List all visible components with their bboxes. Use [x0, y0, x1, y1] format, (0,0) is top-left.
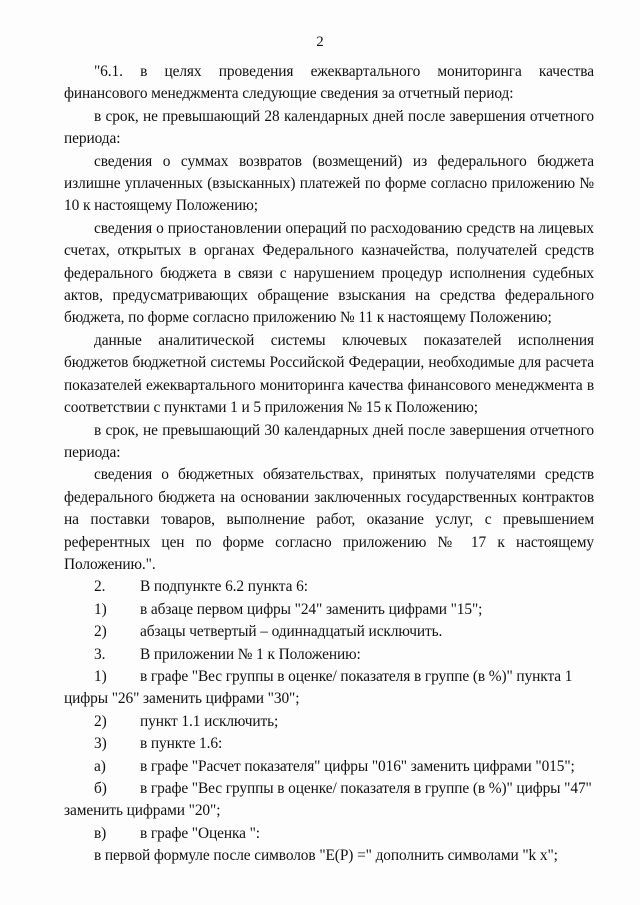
paragraph-deadline-30: в срок, не превышающий 30 календарных дней после завершения отчетного периода:	[64, 421, 594, 461]
item-text-continued: заменить цифрами "20";	[64, 802, 221, 820]
list-item	[64, 621, 594, 643]
paragraph-refunds: сведения о суммах возвратов (возмещений) из федерального бюджета излишне уплаченных (взысканных) платежей по форме согласно приложению № 10 к настоящему Положению;	[64, 152, 594, 215]
paragraph-suspension: сведения о приостановлении операций по расходованию средств на лицевых счетах, открытых в органах Федерального казначейства, получателей средств федерального бюджета в связи с нарушением процедур исполнения судебных актов, предусматривающих обращение взыскания на средства федерального бюджета, по форме согласно приложению № 11 к настоящему Положению;	[64, 219, 594, 327]
item-number: 2)	[94, 623, 107, 641]
page-number: 2	[316, 34, 324, 50]
item-text: пункт 1.1 исключить;	[140, 712, 279, 730]
list-item	[64, 599, 594, 621]
item-text: в графе "Расчет показателя" цифры "016" заменить цифрами "015";	[140, 757, 575, 775]
item-number: 2)	[94, 712, 107, 730]
item-text: абзацы четвертый – одиннадцатый исключить.	[140, 623, 443, 641]
paragraph-6-1: "6.1. в целях проведения ежеквартального мониторинга качества финансового менеджмента следующие сведения за отчетный период:	[64, 63, 594, 103]
list-item	[64, 778, 594, 800]
item-text: В приложении № 1 к Положению:	[140, 645, 361, 663]
item-text: в графе "Вес группы в оценке/ показателя в группе (в %)" пункта 1	[140, 667, 573, 685]
item-number: 1)	[94, 600, 107, 618]
list-item	[64, 733, 594, 755]
item-number: 1)	[94, 667, 107, 685]
item-number: 3)	[94, 735, 107, 753]
paragraph-deadline-28: в срок, не превышающий 28 календарных дней после завершения отчетного периода:	[64, 107, 594, 148]
list-item	[64, 666, 594, 688]
item-number: 2.	[94, 578, 106, 596]
paragraph-analytics: данные аналитической системы ключевых показателей исполнения бюджетов бюджетной системы Российской Федерации, необходимые для расчета показателей ежеквартального мониторинга качества финансового менеджмента в соответствии с пунктами 1 и 5 приложения № 15 к Положению;	[64, 331, 594, 417]
list-item	[64, 644, 594, 666]
list-item	[64, 711, 594, 733]
item-text: В подпункте 6.2 пункта 6:	[140, 578, 308, 596]
item-number: 3.	[94, 645, 106, 663]
list-item	[64, 756, 594, 778]
item-number: в)	[94, 824, 107, 842]
document-body	[64, 61, 594, 868]
list-item	[64, 576, 594, 598]
item-text: в абзаце первом цифры "24" заменить цифрами "15";	[140, 600, 483, 618]
item-number: б)	[94, 780, 107, 797]
paragraph-formula: в первой формуле после символов "E(P) =" дополнить символами "k x";	[94, 847, 558, 865]
item-number: а)	[94, 757, 106, 775]
paragraph-obligations: сведения о бюджетных обязательствах, принятых получателями средств федерального бюджета на основании заключенных государственных контрактов на поставки товаров, выполнение работ, оказание услуг, с превышением референтных цен по форме согласно приложению № 17 к настоящему Положению.".	[64, 466, 594, 573]
item-text: в графе "Вес группы в оценке/ показателя в группе (в %)" цифры "47"	[140, 780, 592, 797]
item-text: в пункте 1.6:	[140, 735, 223, 753]
item-text: в графе "Оценка ":	[140, 824, 260, 842]
list-item	[64, 823, 594, 845]
item-text-continued: цифры "26" заменить цифрами "30";	[64, 690, 300, 708]
